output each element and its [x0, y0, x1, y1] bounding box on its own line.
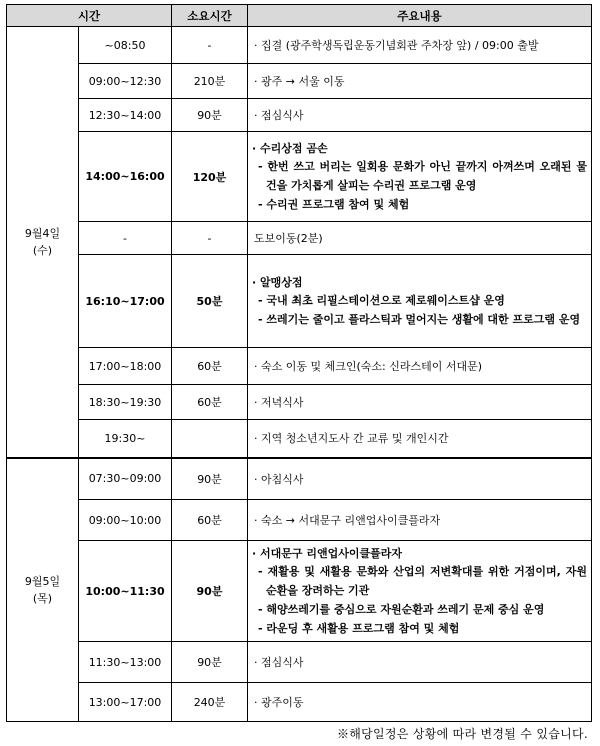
- table-row: [7, 348, 592, 385]
- time-cell: 11:30~13:00: [79, 642, 172, 683]
- header-time: 시간: [7, 5, 172, 27]
- day-cell: [7, 27, 79, 458]
- content-detail: - 국내 최초 리필스테이션으로 제로웨이스트샵 운영: [258, 293, 505, 307]
- content-cell: [248, 132, 592, 222]
- content-cell: [248, 64, 592, 99]
- content-cell: [248, 222, 592, 255]
- duration-cell: 90분: [172, 541, 248, 642]
- duration-cell: 210분: [172, 64, 248, 99]
- content-detail: - 해양쓰레기를 중심으로 자원순환과 쓰레기 문제 중심 운영: [258, 602, 545, 616]
- content-cell: [248, 420, 592, 458]
- table-row: [7, 541, 592, 642]
- content-text: · 숙소 이동 및 체크인(숙소: 신라스테이 서대문): [254, 360, 483, 373]
- table-header-row: [7, 5, 592, 27]
- time-cell: 09:00~12:30: [79, 64, 172, 99]
- table-row: [7, 222, 592, 255]
- content-cell: [248, 683, 592, 722]
- time-cell: 19:30~: [79, 420, 172, 458]
- day-weekday: (수): [32, 243, 53, 257]
- content-cell: [248, 500, 592, 541]
- time-cell: 12:30~14:00: [79, 99, 172, 132]
- content-cell: [248, 385, 592, 420]
- time-cell: 16:10~17:00: [79, 255, 172, 348]
- content-cell: [248, 642, 592, 683]
- content-detail: - 쓰레기는 줄이고 플라스틱과 멀어지는 생활에 대한 프로그램 운영: [258, 312, 581, 326]
- content-text: · 집결 (광주학생독립운동기념회관 주차장 앞) / 09:00 출발: [254, 39, 539, 52]
- content-detail: - 라운딩 후 새활용 프로그램 참여 및 체험: [258, 621, 460, 635]
- table-row: [7, 458, 592, 500]
- content-cell: [248, 458, 592, 500]
- time-cell: 10:00~11:30: [79, 541, 172, 642]
- duration-cell: [172, 420, 248, 458]
- time-cell: 17:00~18:00: [79, 348, 172, 385]
- table-row: [7, 420, 592, 458]
- content-title: · 수리상점 곰손: [252, 141, 328, 155]
- content-detail: - 수리권 프로그램 참여 및 체험: [258, 197, 410, 211]
- content-text: · 광주이동: [254, 696, 304, 709]
- content-title: · 서대문구 리앤업사이클플라자: [252, 546, 402, 560]
- content-text: · 점심식사: [254, 656, 304, 669]
- content-cell: [248, 99, 592, 132]
- content-text: · 아침식사: [254, 472, 304, 486]
- time-cell: 14:00~16:00: [79, 132, 172, 222]
- time-cell: 13:00~17:00: [79, 683, 172, 722]
- time-cell: 09:00~10:00: [79, 500, 172, 541]
- content-cell: [248, 541, 592, 642]
- duration-cell: 90분: [172, 458, 248, 500]
- table-row: [7, 64, 592, 99]
- day-date: 9월4일: [24, 226, 61, 240]
- table-row: [7, 500, 592, 541]
- content-cell: [248, 27, 592, 64]
- content-text: · 광주 → 서울 이동: [254, 75, 345, 88]
- duration-cell: 60분: [172, 348, 248, 385]
- time-cell: ~08:50: [79, 27, 172, 64]
- day-date: 9월5일: [24, 574, 61, 588]
- time-cell: 07:30~09:00: [79, 458, 172, 500]
- schedule-body: [7, 27, 592, 722]
- schedule-sheet: [6, 4, 592, 722]
- day-weekday: (목): [32, 591, 53, 605]
- table-row: [7, 99, 592, 132]
- time-cell: 18:30~19:30: [79, 385, 172, 420]
- content-text: · 저녁식사: [254, 396, 304, 409]
- duration-cell: 120분: [172, 132, 248, 222]
- content-text: 도보이동(2분): [254, 232, 323, 245]
- schedule-table: [6, 4, 592, 722]
- duration-cell: 50분: [172, 255, 248, 348]
- table-row: [7, 642, 592, 683]
- duration-cell: 90분: [172, 99, 248, 132]
- content-title: · 알맹상점: [252, 275, 303, 289]
- duration-cell: 60분: [172, 385, 248, 420]
- footnote: ※해당일정은 상황에 따라 변경될 수 있습니다.: [336, 727, 588, 741]
- content-text: · 점심식사: [254, 109, 304, 122]
- time-cell: -: [79, 222, 172, 255]
- duration-cell: 240분: [172, 683, 248, 722]
- content-detail: - 재활용 및 새활용 문화와 산업의 저변확대를 위한 거점이며, 자원순환을 장려하는 기관: [258, 564, 587, 597]
- duration-cell: 60분: [172, 500, 248, 541]
- content-cell: [248, 255, 592, 348]
- content-text: · 숙소 → 서대문구 리앤업사이클플라자: [254, 514, 441, 527]
- table-row: [7, 27, 592, 64]
- content-text: · 지역 청소년지도사 간 교류 및 개인시간: [254, 432, 449, 446]
- duration-cell: 90분: [172, 642, 248, 683]
- duration-cell: -: [172, 27, 248, 64]
- table-row: [7, 385, 592, 420]
- duration-cell: -: [172, 222, 248, 255]
- header-duration: 소요시간: [172, 5, 248, 27]
- table-row: [7, 132, 592, 222]
- table-row: [7, 255, 592, 348]
- content-cell: [248, 348, 592, 385]
- day-cell: [7, 458, 79, 722]
- header-content: 주요내용: [248, 5, 592, 27]
- content-detail: - 한번 쓰고 버리는 일회용 문화가 아닌 끝까지 아껴쓰며 오래된 물건을 가치롭게 살피는 수리권 프로그램 운영: [258, 159, 587, 192]
- table-row: [7, 683, 592, 722]
